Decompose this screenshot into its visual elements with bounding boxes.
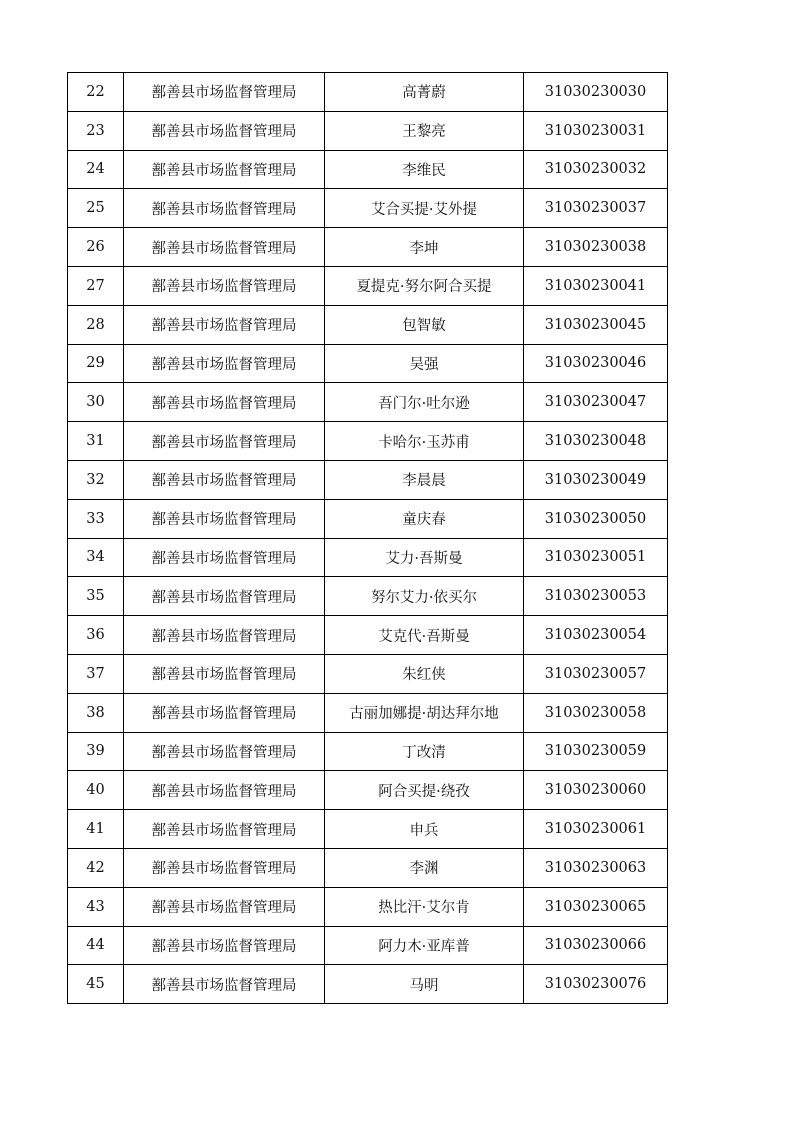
table-row: [68, 616, 668, 655]
organization-cell: 鄯善县市场监督管理局: [124, 654, 325, 693]
row-number-cell: 22: [68, 73, 124, 112]
organization-cell: 鄯善县市场监督管理局: [124, 887, 325, 926]
certificate-code-cell: 31030230041: [524, 266, 668, 305]
organization-cell: 鄯善县市场监督管理局: [124, 693, 325, 732]
table-row: [68, 266, 668, 305]
person-name-cell: 李坤: [325, 228, 524, 267]
person-name-cell: 王黎亮: [325, 111, 524, 150]
person-name-cell: 古丽加娜提·胡达拜尔地: [325, 693, 524, 732]
organization-cell: 鄯善县市场监督管理局: [124, 810, 325, 849]
table-row: [68, 344, 668, 383]
person-name-cell: 吾门尔·吐尔逊: [325, 383, 524, 422]
row-number-cell: 43: [68, 887, 124, 926]
certificate-code-cell: 31030230049: [524, 460, 668, 499]
person-name-cell: 李维民: [325, 150, 524, 189]
organization-cell: 鄯善县市场监督管理局: [124, 150, 325, 189]
table-row: [68, 810, 668, 849]
table-row: [68, 422, 668, 461]
roster-table: [67, 72, 668, 1004]
organization-cell: 鄯善县市场监督管理局: [124, 460, 325, 499]
certificate-code-cell: 31030230053: [524, 577, 668, 616]
organization-cell: 鄯善县市场监督管理局: [124, 926, 325, 965]
person-name-cell: 夏提克·努尔阿合买提: [325, 266, 524, 305]
person-name-cell: 李晨晨: [325, 460, 524, 499]
organization-cell: 鄯善县市场监督管理局: [124, 73, 325, 112]
person-name-cell: 艾力·吾斯曼: [325, 538, 524, 577]
organization-cell: 鄯善县市场监督管理局: [124, 422, 325, 461]
certificate-code-cell: 31030230031: [524, 111, 668, 150]
table-row: [68, 499, 668, 538]
person-name-cell: 吴强: [325, 344, 524, 383]
row-number-cell: 32: [68, 460, 124, 499]
row-number-cell: 29: [68, 344, 124, 383]
person-name-cell: 马明: [325, 965, 524, 1004]
person-name-cell: 热比汗·艾尔肯: [325, 887, 524, 926]
table-row: [68, 228, 668, 267]
certificate-code-cell: 31030230047: [524, 383, 668, 422]
organization-cell: 鄯善县市场监督管理局: [124, 848, 325, 887]
row-number-cell: 40: [68, 771, 124, 810]
certificate-code-cell: 31030230046: [524, 344, 668, 383]
table-row: [68, 732, 668, 771]
certificate-code-cell: 31030230058: [524, 693, 668, 732]
organization-cell: 鄯善县市场监督管理局: [124, 965, 325, 1004]
person-name-cell: 阿力木·亚库普: [325, 926, 524, 965]
organization-cell: 鄯善县市场监督管理局: [124, 383, 325, 422]
organization-cell: 鄯善县市场监督管理局: [124, 732, 325, 771]
certificate-code-cell: 31030230032: [524, 150, 668, 189]
certificate-code-cell: 31030230038: [524, 228, 668, 267]
person-name-cell: 艾合买提·艾外提: [325, 189, 524, 228]
certificate-code-cell: 31030230050: [524, 499, 668, 538]
certificate-code-cell: 31030230063: [524, 848, 668, 887]
table-row: [68, 926, 668, 965]
table-row: [68, 111, 668, 150]
certificate-code-cell: 31030230057: [524, 654, 668, 693]
row-number-cell: 25: [68, 189, 124, 228]
row-number-cell: 42: [68, 848, 124, 887]
row-number-cell: 38: [68, 693, 124, 732]
certificate-code-cell: 31030230048: [524, 422, 668, 461]
organization-cell: 鄯善县市场监督管理局: [124, 771, 325, 810]
person-name-cell: 阿合买提·绕孜: [325, 771, 524, 810]
table-row: [68, 965, 668, 1004]
row-number-cell: 35: [68, 577, 124, 616]
person-name-cell: 高菁蔚: [325, 73, 524, 112]
organization-cell: 鄯善县市场监督管理局: [124, 616, 325, 655]
row-number-cell: 30: [68, 383, 124, 422]
certificate-code-cell: 31030230076: [524, 965, 668, 1004]
person-name-cell: 童庆春: [325, 499, 524, 538]
person-name-cell: 努尔艾力·依买尔: [325, 577, 524, 616]
person-name-cell: 丁改清: [325, 732, 524, 771]
table-row: [68, 848, 668, 887]
table-row: [68, 693, 668, 732]
organization-cell: 鄯善县市场监督管理局: [124, 228, 325, 267]
table-row: [68, 189, 668, 228]
table-row: [68, 538, 668, 577]
row-number-cell: 23: [68, 111, 124, 150]
row-number-cell: 37: [68, 654, 124, 693]
certificate-code-cell: 31030230030: [524, 73, 668, 112]
person-name-cell: 卡哈尔·玉苏甫: [325, 422, 524, 461]
organization-cell: 鄯善县市场监督管理局: [124, 344, 325, 383]
row-number-cell: 26: [68, 228, 124, 267]
organization-cell: 鄯善县市场监督管理局: [124, 111, 325, 150]
person-name-cell: 申兵: [325, 810, 524, 849]
table-row: [68, 73, 668, 112]
organization-cell: 鄯善县市场监督管理局: [124, 266, 325, 305]
organization-cell: 鄯善县市场监督管理局: [124, 577, 325, 616]
certificate-code-cell: 31030230054: [524, 616, 668, 655]
certificate-code-cell: 31030230060: [524, 771, 668, 810]
person-name-cell: 艾克代·吾斯曼: [325, 616, 524, 655]
row-number-cell: 44: [68, 926, 124, 965]
person-name-cell: 李渊: [325, 848, 524, 887]
row-number-cell: 28: [68, 305, 124, 344]
certificate-code-cell: 31030230037: [524, 189, 668, 228]
organization-cell: 鄯善县市场监督管理局: [124, 189, 325, 228]
table-row: [68, 771, 668, 810]
row-number-cell: 33: [68, 499, 124, 538]
organization-cell: 鄯善县市场监督管理局: [124, 499, 325, 538]
person-name-cell: 包智敏: [325, 305, 524, 344]
roster-table-body: [68, 73, 668, 1004]
table-row: [68, 577, 668, 616]
row-number-cell: 36: [68, 616, 124, 655]
row-number-cell: 24: [68, 150, 124, 189]
organization-cell: 鄯善县市场监督管理局: [124, 305, 325, 344]
table-row: [68, 383, 668, 422]
table-row: [68, 305, 668, 344]
row-number-cell: 45: [68, 965, 124, 1004]
certificate-code-cell: 31030230045: [524, 305, 668, 344]
certificate-code-cell: 31030230066: [524, 926, 668, 965]
certificate-code-cell: 31030230059: [524, 732, 668, 771]
table-row: [68, 654, 668, 693]
certificate-code-cell: 31030230051: [524, 538, 668, 577]
person-name-cell: 朱红侠: [325, 654, 524, 693]
table-row: [68, 460, 668, 499]
certificate-code-cell: 31030230061: [524, 810, 668, 849]
table-row: [68, 150, 668, 189]
row-number-cell: 39: [68, 732, 124, 771]
certificate-code-cell: 31030230065: [524, 887, 668, 926]
row-number-cell: 34: [68, 538, 124, 577]
row-number-cell: 27: [68, 266, 124, 305]
organization-cell: 鄯善县市场监督管理局: [124, 538, 325, 577]
table-row: [68, 887, 668, 926]
row-number-cell: 41: [68, 810, 124, 849]
row-number-cell: 31: [68, 422, 124, 461]
